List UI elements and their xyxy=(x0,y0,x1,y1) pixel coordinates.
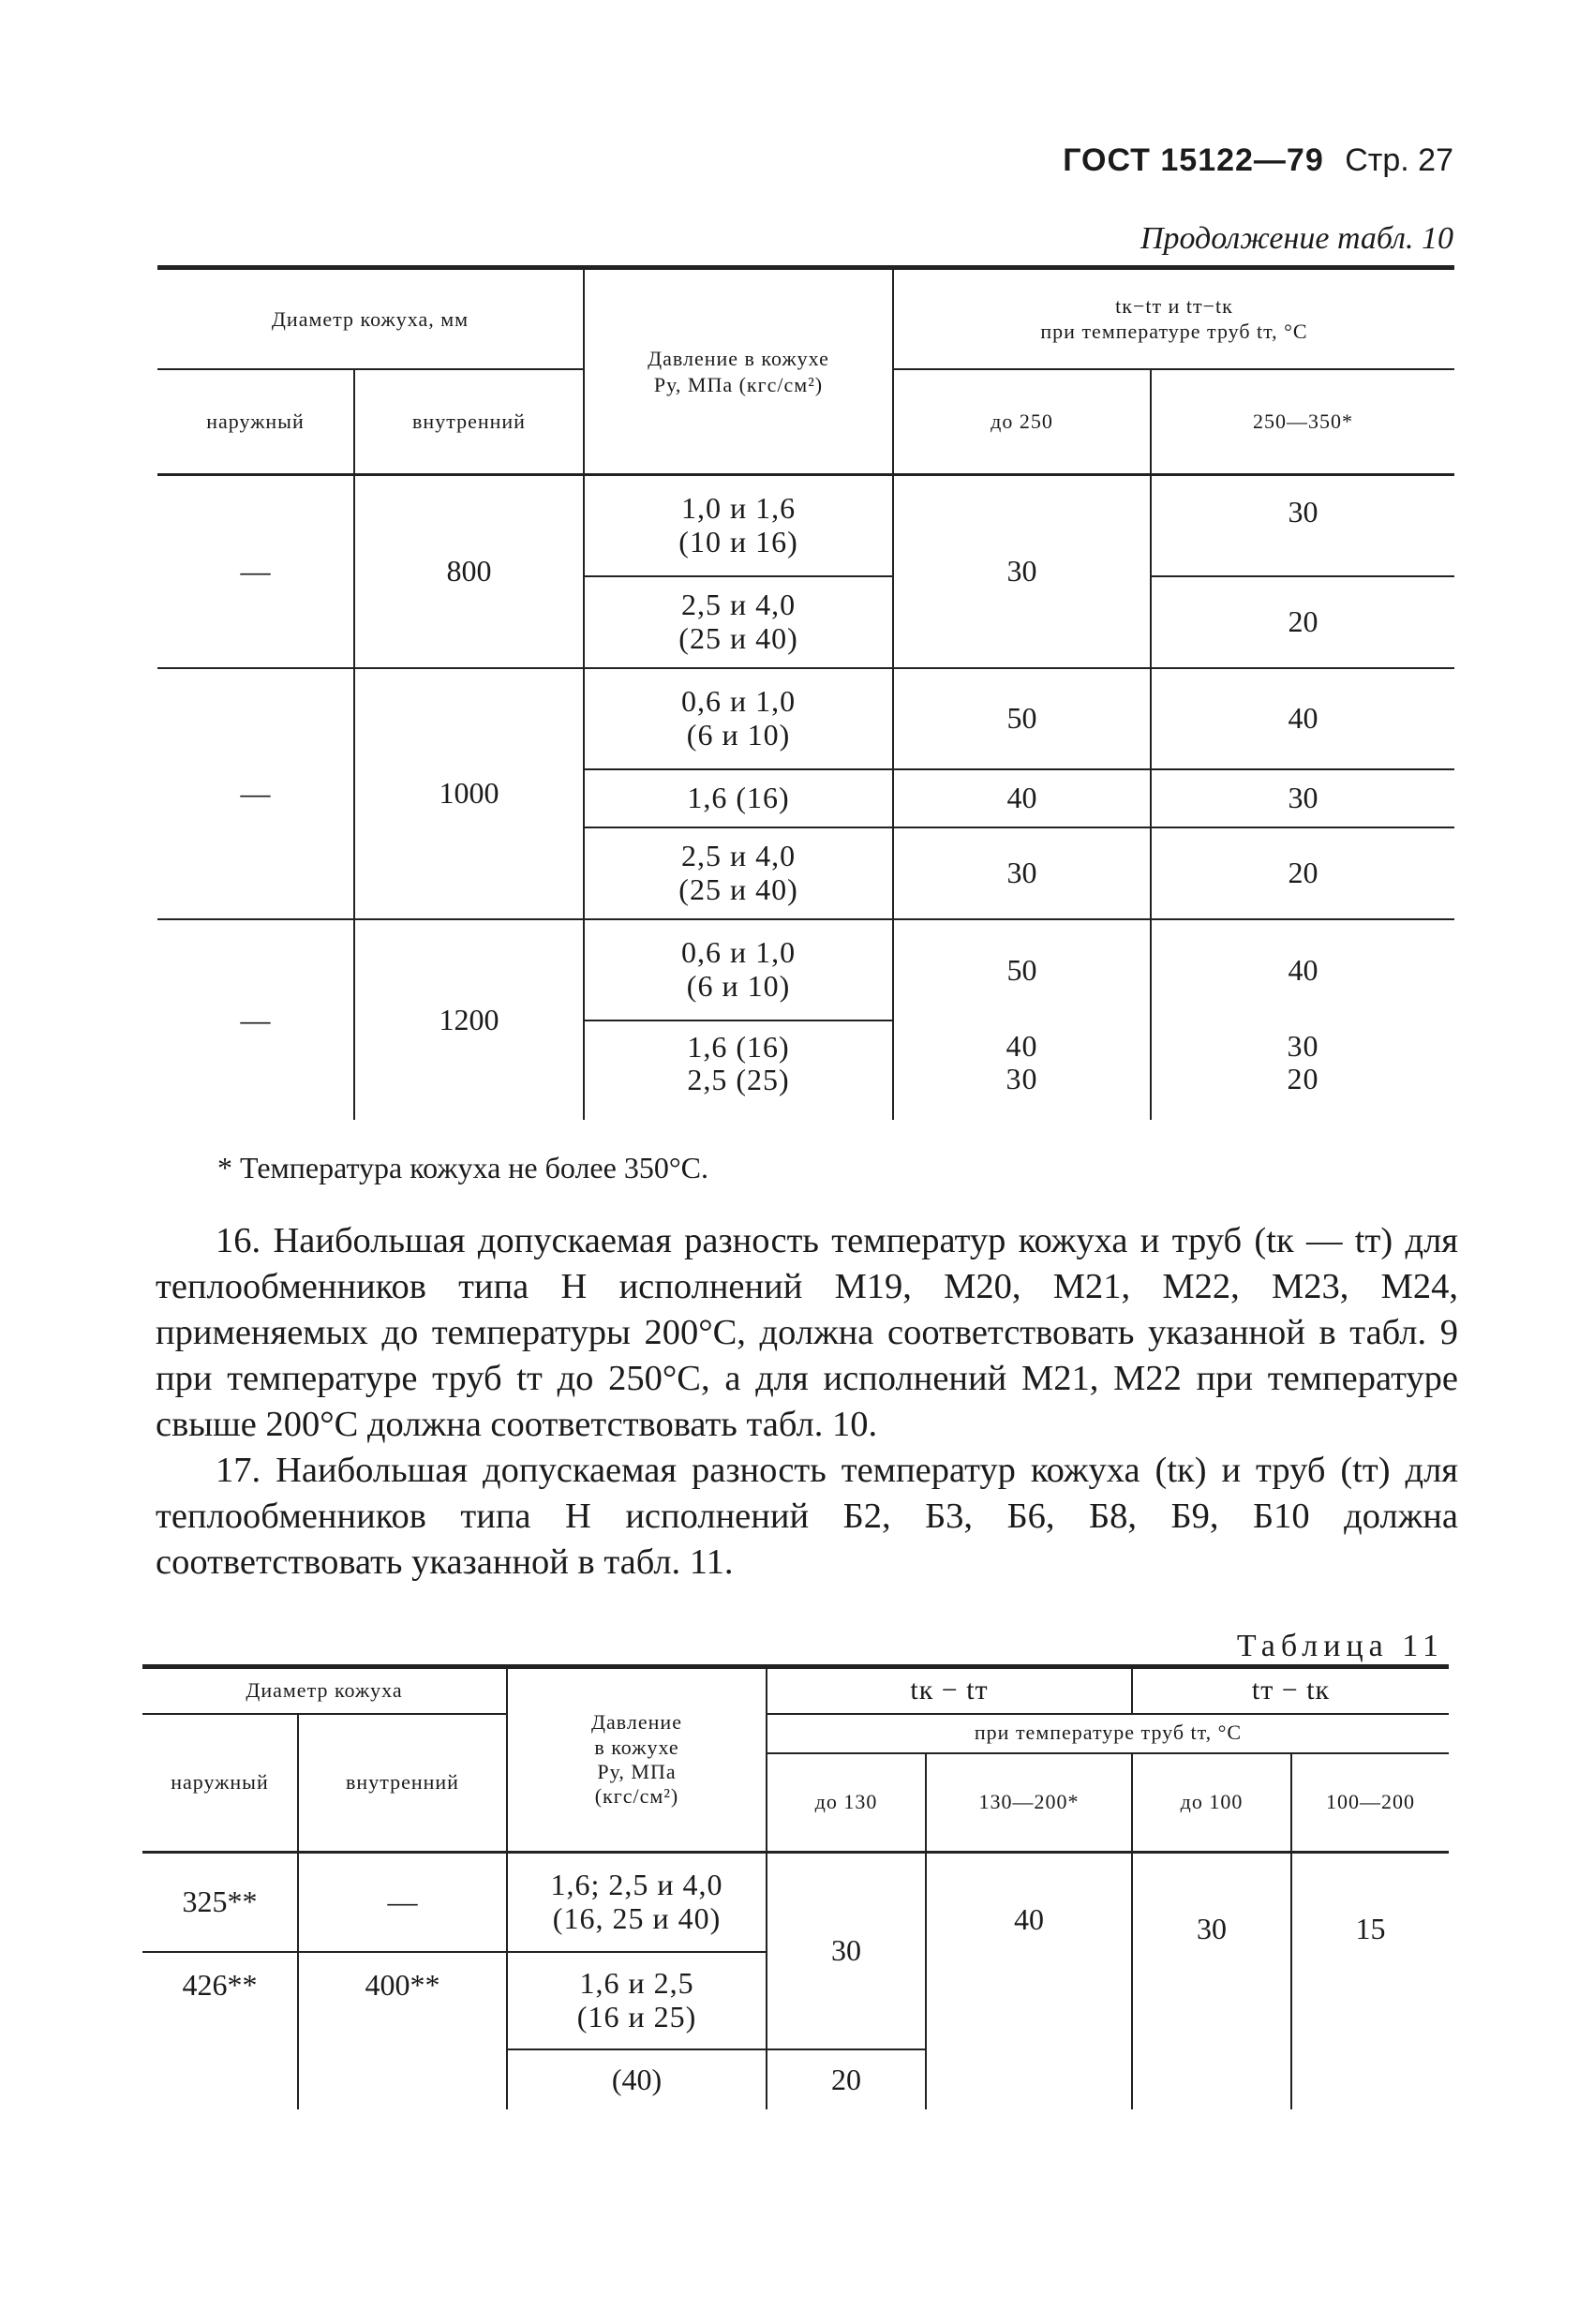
table10-caption: Продолжение табл. 10 xyxy=(1140,221,1453,256)
cell-to250: 30 xyxy=(893,475,1151,668)
pressure-line: (25 и 40) xyxy=(678,620,798,655)
cell-to100: 30 xyxy=(1132,1853,1291,2109)
cell-250-350: 40 xyxy=(1151,919,1454,1020)
header-pressure-line3: Pу, МПа xyxy=(597,1760,677,1783)
header-100-200: 100—200 xyxy=(1291,1753,1449,1853)
cell-pressure xyxy=(584,827,893,919)
header-pressure-line1: Давление xyxy=(591,1710,682,1735)
cell-pressure xyxy=(507,1853,767,1952)
cell-outer-1000: — xyxy=(157,668,354,919)
paragraph-17 xyxy=(156,1448,1458,1586)
value-line: 40 xyxy=(1006,1028,1038,1063)
header-tk-minus-tt: tк − tт xyxy=(767,1667,1132,1714)
cell-pressure xyxy=(584,475,893,576)
cell-pressure xyxy=(584,1020,893,1120)
pressure-line: 2,5 (25) xyxy=(687,1063,790,1097)
cell-inner-1000: 1000 xyxy=(354,668,584,919)
cell-pressure xyxy=(584,668,893,769)
cell-pressure xyxy=(584,769,893,827)
paragraph-16-text: 16. Наибольшая допускаемая разность температур кожуха и труб (tк — tт) для теплообменников типа Н исполнений М19, М20, М21, М22, М23, М24, применяемых до температуры 200°С, должна соответствовать указанной в табл. 9 при температуре труб tт до 250°С, а для исполнений М21, М22 при температуре свыше 200°С должна соответствовать табл. 10. xyxy=(156,1221,1458,1444)
header-delta-line1: tк−tт и tт−tк xyxy=(1115,293,1233,318)
cell-to130: 20 xyxy=(767,2049,926,2109)
header-to130: до 130 xyxy=(767,1753,926,1853)
cell-250-350 xyxy=(1151,1020,1454,1120)
header-to100: до 100 xyxy=(1132,1753,1291,1853)
paragraph-16 xyxy=(156,1218,1458,1448)
header-delta xyxy=(893,268,1454,369)
cell-pressure: (40) xyxy=(507,2049,767,2109)
value-line: 30 xyxy=(1287,1028,1319,1063)
header-diameter: Диаметр кожуха xyxy=(142,1667,507,1714)
page-number: Стр. 27 xyxy=(1345,142,1453,178)
cell-to250: 30 xyxy=(893,827,1151,919)
cell-pressure xyxy=(507,1952,767,2049)
pressure-line: 2,5 и 4,0 xyxy=(680,587,797,621)
cell-100-200: 15 xyxy=(1291,1853,1449,2109)
header-pressure xyxy=(507,1667,767,1853)
pressure-line: 0,6 и 1,0 xyxy=(680,683,797,718)
header-pressure-line2: Pу, МПа (кгс/см²) xyxy=(653,372,824,396)
header-inner: внутренний xyxy=(298,1714,507,1853)
cell-to250 xyxy=(893,1020,1151,1120)
pressure-line: 1,6 и 2,5 xyxy=(579,1965,694,2000)
pressure-line: 1,6; 2,5 и 4,0 xyxy=(550,1867,723,1901)
header-to250: до 250 xyxy=(893,369,1151,475)
header-pressure xyxy=(584,268,893,475)
cell-inner-1200: 1200 xyxy=(354,919,584,1120)
header-pressure-line4: (кгс/см²) xyxy=(594,1784,679,1809)
pressure-line: (16 и 25) xyxy=(576,1999,697,2034)
cell-outer-325: 325** xyxy=(142,1853,298,1952)
header-delta-line2: при температуре труб tт, °С xyxy=(1040,320,1308,344)
cell-inner-400: 400** xyxy=(298,1952,507,2109)
value-line: 30 xyxy=(1006,1062,1038,1096)
cell-pressure xyxy=(584,576,893,668)
header-diameter: Диаметр кожуха, мм xyxy=(157,268,584,369)
table-10 xyxy=(157,265,1454,1120)
header-pressure-line1: Давление в кожухе xyxy=(648,347,829,370)
cell-250-350: 30 xyxy=(1151,769,1454,827)
table-11 xyxy=(142,1664,1449,2109)
pressure-line: (16, 25 и 40) xyxy=(552,1900,722,1935)
cell-130-200: 40 xyxy=(926,1853,1132,2109)
pressure-line: (10 и 16) xyxy=(678,524,798,559)
cell-outer-800: — xyxy=(157,475,354,668)
pressure-line: (6 и 10) xyxy=(686,717,791,752)
header-inner: внутренний xyxy=(354,369,584,475)
cell-to250: 50 xyxy=(893,919,1151,1020)
pressure-line: (6 и 10) xyxy=(686,968,791,1003)
header-outer: наружный xyxy=(142,1714,298,1853)
header-at-temp: при температуре труб tт, °С xyxy=(767,1714,1449,1753)
pressure-line: 0,6 и 1,0 xyxy=(680,934,797,969)
cell-to250: 40 xyxy=(893,769,1151,827)
header-250-350: 250—350* xyxy=(1151,369,1454,475)
pressure-line: 2,5 и 4,0 xyxy=(680,838,797,872)
cell-250-350: 20 xyxy=(1151,576,1454,668)
cell-250-350: 30 xyxy=(1151,475,1454,576)
cell-250-350: 40 xyxy=(1151,668,1454,769)
paragraph-17-text: 17. Наибольшая допускаемая разность температур кожуха (tк) и труб (tт) для теплообменников типа Н исполнений Б2, Б3, Б6, Б8, Б9, Б10 должна соответствовать указанной в табл. 11. xyxy=(156,1451,1458,1582)
cell-to130: 30 xyxy=(767,1853,926,2049)
cell-outer-426: 426** xyxy=(182,1967,258,2002)
pressure-line: 1,6 (16) xyxy=(687,780,790,814)
cell-inner-325: — xyxy=(298,1853,507,1952)
cell-to250: 50 xyxy=(893,668,1151,769)
cell-250-350: 20 xyxy=(1151,827,1454,919)
cell-outer-1200: — xyxy=(240,1002,271,1036)
header-outer: наружный xyxy=(157,369,354,475)
page-header xyxy=(1063,142,1453,179)
header-130-200: 130—200* xyxy=(926,1753,1132,1853)
table10-footnote: * Температура кожуха не более 350°С. xyxy=(217,1151,708,1184)
header-tt-minus-tk: tт − tк xyxy=(1132,1667,1449,1714)
pressure-line: 1,0 и 1,6 xyxy=(680,490,797,525)
cell-pressure xyxy=(584,919,893,1020)
pressure-line: (25 и 40) xyxy=(678,872,798,906)
value-line: 20 xyxy=(1287,1062,1319,1096)
pressure-line: 1,6 (16) xyxy=(687,1029,790,1064)
cell-inner-800: 800 xyxy=(354,475,584,668)
table11-caption: Таблица 11 xyxy=(1236,1629,1444,1663)
header-pressure-line2: в кожухе xyxy=(594,1735,679,1759)
standard-number: ГОСТ 15122—79 xyxy=(1063,142,1324,178)
